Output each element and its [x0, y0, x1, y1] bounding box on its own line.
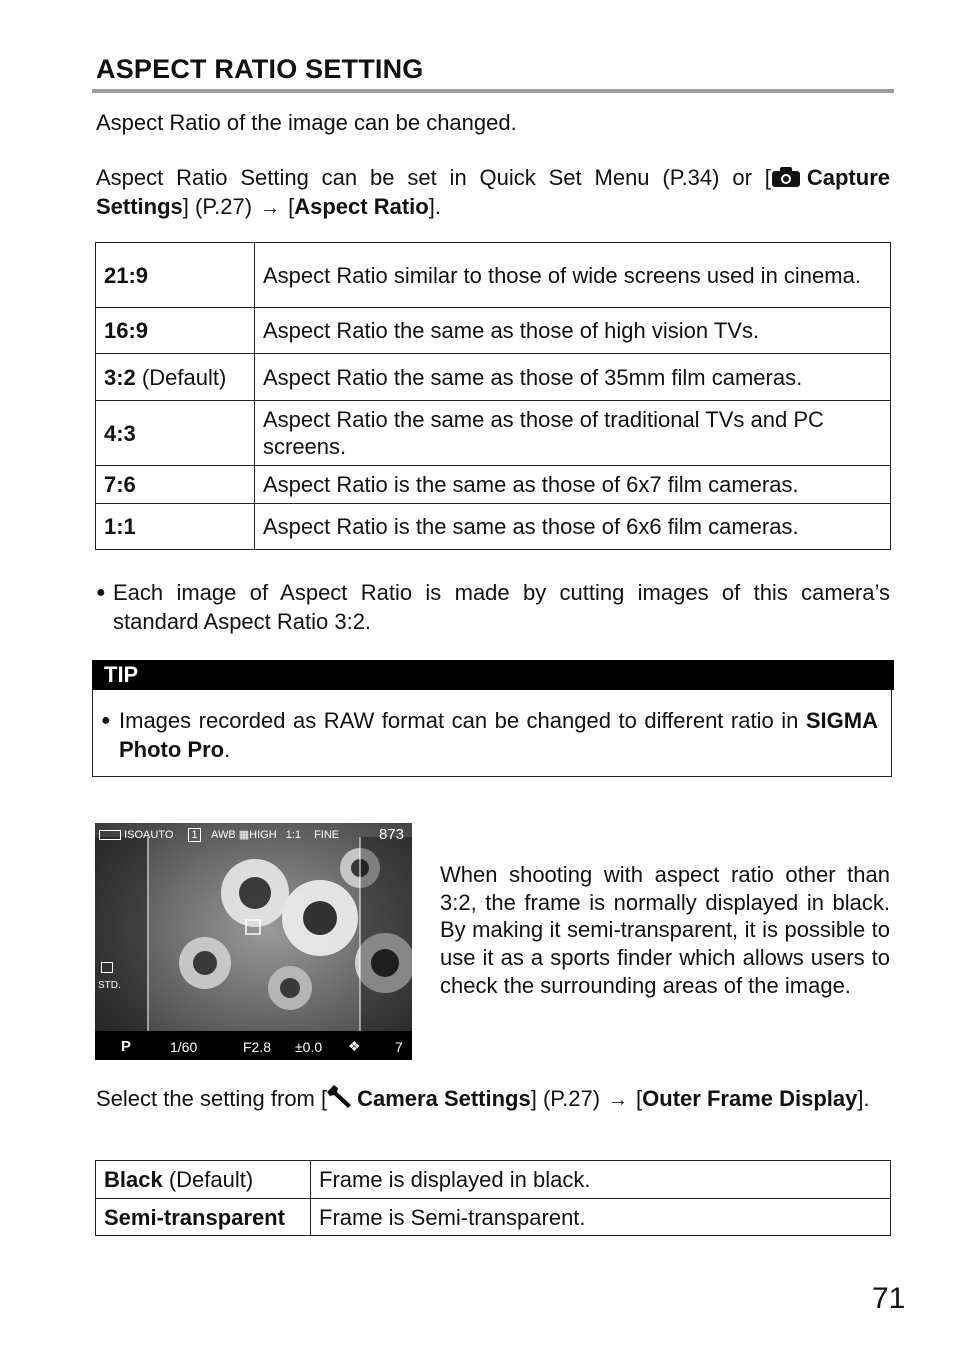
wrench-icon	[327, 1085, 353, 1109]
exposure-mode: P	[121, 1038, 132, 1055]
menu-path-aspect: Aspect Ratio Setting can be set in Quick Set Menu (P.34) or [ Capture Settings] (P.27) → [Aspect Ratio].	[96, 163, 890, 223]
outer-frame-display-label: Outer Frame Display	[642, 1086, 858, 1111]
aspect-ratio-label: Aspect Ratio	[294, 194, 429, 219]
tip-label: TIP	[92, 660, 894, 690]
camera-icon	[771, 166, 801, 188]
camera-lcd-preview	[95, 823, 412, 1060]
menu-path-outer-frame: Select the setting from [ Camera Settings] (P.27) → [Outer Frame Display].	[96, 1084, 890, 1115]
shots-remaining: 873	[379, 826, 405, 843]
page-number: 71	[872, 1282, 906, 1315]
table-row: 16:9 Aspect Ratio the same as those of high vision TVs.	[96, 308, 891, 354]
tip-text: ● Images recorded as RAW format can be changed to different ratio in SIGMA Photo Pro.	[101, 708, 878, 762]
table-row: 1:1 Aspect Ratio is the same as those of 6x6 film cameras.	[96, 504, 891, 550]
sunflower-photo	[95, 823, 412, 1060]
camera-settings-label: Camera Settings	[357, 1086, 531, 1111]
aperture: F2.8	[243, 1039, 272, 1055]
capture-settings-label: Capture Settings	[96, 165, 890, 219]
frame-count: 7	[395, 1039, 403, 1055]
color-mode-label: STD.	[98, 980, 121, 991]
table-row: Semi-transparent Frame is Semi-transparent.	[96, 1199, 891, 1236]
grid-icon: ▦	[238, 829, 250, 841]
exposure-compensation: ±0.0	[295, 1039, 323, 1055]
table-row: 3:2 (Default) Aspect Ratio the same as those of 35mm film cameras.	[96, 354, 891, 401]
shutter-speed: 1/60	[170, 1039, 198, 1055]
color-mode-icon	[101, 962, 113, 973]
title-rule	[92, 89, 894, 93]
aspect-ratio-table	[95, 242, 891, 550]
bullet-icon: ●	[96, 584, 106, 601]
table-row: Black (Default) Frame is displayed in black.	[96, 1161, 891, 1199]
table-row: 4:3 Aspect Ratio the same as those of traditional TVs and PC screens.	[96, 401, 891, 466]
page-title: ASPECT RATIO SETTING	[96, 54, 424, 84]
intro-text: Aspect Ratio of the image can be changed.	[96, 110, 517, 135]
table-row: 7:6 Aspect Ratio is the same as those of 6x7 film cameras.	[96, 466, 891, 504]
battery-icon	[99, 830, 121, 840]
table-row: 21:9 Aspect Ratio similar to those of wide screens used in cinema.	[96, 243, 891, 308]
crop-note: ● Each image of Aspect Ratio is made by cutting images of this camera’s standard Aspect Ratio 3:2.	[96, 580, 890, 634]
metering-icon: ❖	[348, 1038, 361, 1054]
outer-frame-table	[95, 1160, 891, 1236]
lcd-top-bar: ISOAUTO 1 AWB ▦HIGH 1:1 FINE	[99, 828, 339, 841]
semi-transparent-description: When shooting with aspect ratio other than 3:2, the frame is normally displayed in black. By making it semi-transparent, it is possible to use it as a sports finder which allows users to check the surrounding areas of the image.	[440, 862, 890, 998]
arrow-right-icon: →	[608, 1089, 629, 1111]
arrow-right-icon: →	[260, 197, 281, 219]
bullet-icon: ●	[101, 712, 111, 729]
